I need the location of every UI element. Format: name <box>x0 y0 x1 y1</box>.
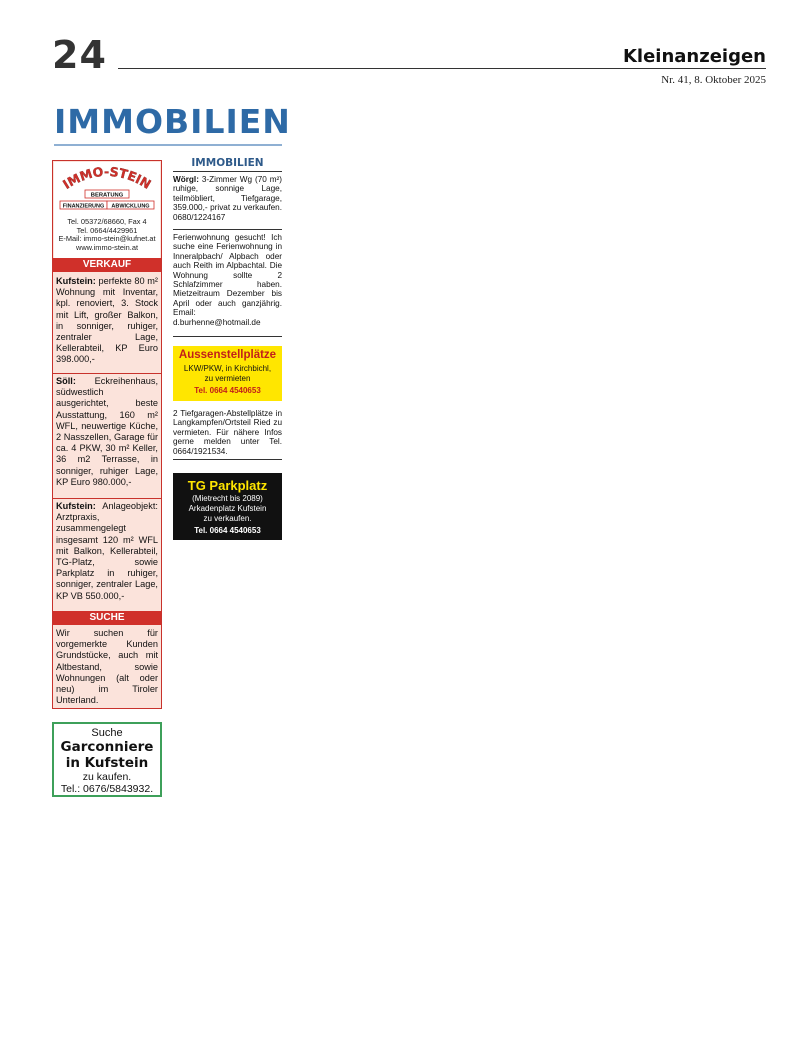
garc-line-location: in Kufstein <box>65 755 149 771</box>
black-phone: Tel. 0664 4540653 <box>194 526 261 535</box>
contact-phone: Tel. 05372/68660, Fax 4 <box>67 217 147 226</box>
ad-separator <box>173 459 282 460</box>
contact-email: E-Mail: immo-stein@kufnet.at <box>58 234 156 244</box>
title-rule <box>173 171 282 172</box>
ad-separator <box>173 229 282 230</box>
section-rule <box>54 144 282 146</box>
garc-line-suche: Suche <box>91 727 123 739</box>
contact-mobile: Tel. 0664/4429961 <box>76 225 138 235</box>
listing-item: Kufstein: perfekte 80 m² Wohnung mit Inventar, kpl. renoviert, 3. Stock mit Lift, großer Balkon, in sonniger, ruhiger, zentraler Lage, Kellerabteil, KP Euro 398.000,- <box>56 276 158 365</box>
column-title: IMMOBILIEN <box>191 157 264 169</box>
issue-date: Nr. 41, 8. Oktober 2025 <box>661 74 766 86</box>
garc-line-kaufen: zu kaufen. <box>82 771 132 783</box>
contact-website: www.immo-stein.at <box>75 242 138 252</box>
listing-separator <box>53 373 161 374</box>
ad-tiefgaragen: 2 Tiefgaragen-Abstellplätze in Langkampfen/Ortsteil Ried zu vermieten. Für nähere Infos gerne melden unter Tel. 0664/1921534. <box>173 409 282 456</box>
listing-item: Söll: Eckreihenhaus, südwestlich ausgerichtet, beste Ausstattung, 160 m² WFL, neuwertige Küche, 2 Nasszellen, Garage für ca. 4 PKW, 30 m² Keller, 36 m2 Terrasse, in sonniger, ruhiger Lage, KP Euro 980.000,- <box>56 376 158 487</box>
logo-sub-finanzierung: FINANZIERUNG <box>62 203 105 210</box>
suche-text: Wir suchen für vorgemerkte Kunden Grundstücke, auch mit Altbestand, sowie Wohnungen (alt oder neu) im Tiroler Unterland. <box>56 628 158 706</box>
immo-stein-header <box>54 162 160 258</box>
black-line1: (Mietrecht bis 2089) <box>192 494 263 503</box>
ad-tg-parkplatz <box>173 473 282 540</box>
black-title: TG Parkplatz <box>187 478 268 493</box>
header-rule <box>118 68 766 69</box>
logo-sub-beratung: BERATUNG <box>90 192 124 199</box>
logo-sub-abwicklung: ABWICKLUNG <box>111 203 150 210</box>
ad-ferienwohnung: Ferienwohnung gesucht! Ich suche eine Ferienwohnung in Inneralpbach/ Alpbach oder auch Reith im Alpbachtal. Die Wohnung sollte 2 Schlafzimmer haben. Mietzeitraum Dezember bis April oder auch ganzjährig. Email: d.burhenne@hotmail.de <box>173 233 282 327</box>
garconniere-ad <box>52 722 162 797</box>
immo-stein-logo <box>58 165 156 213</box>
ad-aussenstellplaetze <box>173 346 282 401</box>
black-line2: Arkadenplatz Kufstein <box>188 504 267 513</box>
category-verkauf: VERKAUF <box>53 258 161 272</box>
garc-line-title: Garconniere <box>60 739 154 755</box>
listing-separator <box>53 498 161 499</box>
black-line3: zu verkaufen. <box>203 514 252 523</box>
yellow-title: Aussenstellplätze <box>178 349 277 361</box>
yellow-line1: LKW/PKW, in Kirchbichl, <box>183 364 272 373</box>
yellow-phone: Tel. 0664 4540653 <box>194 386 261 395</box>
page-number: 24 <box>52 33 107 77</box>
immo-stein-ad <box>52 160 162 709</box>
garc-line-phone: Tel.: 0676/5843932. <box>60 783 154 795</box>
publication-brand: Kleinanzeigen <box>622 46 766 67</box>
ad-woergl: Wörgl: 3-Zimmer Wg (70 m²) ruhige, sonnige Lage, teilmöbliert, Tiefgarage, 359.000,- privat zu verkaufen. 0680/1224167 <box>173 175 282 222</box>
listing-item: Kufstein: Anlageobjekt: Arztpraxis, zusammengelegt insgesamt 120 m² WFL mit Balkon, Kellerabteil, TG-Platz, sowie Parkplatz in ruhiger, sonniger, zentraler Lage, KP VB 550.000,- <box>56 501 158 601</box>
category-suche: SUCHE <box>53 611 161 625</box>
ad-separator <box>173 336 282 337</box>
yellow-line2: zu vermieten <box>204 374 251 383</box>
svg-text:IMMO-STEIN <box>60 165 154 192</box>
logo-text: IMMO-STEIN <box>60 165 154 192</box>
section-title: IMMOBILIEN <box>54 102 291 141</box>
